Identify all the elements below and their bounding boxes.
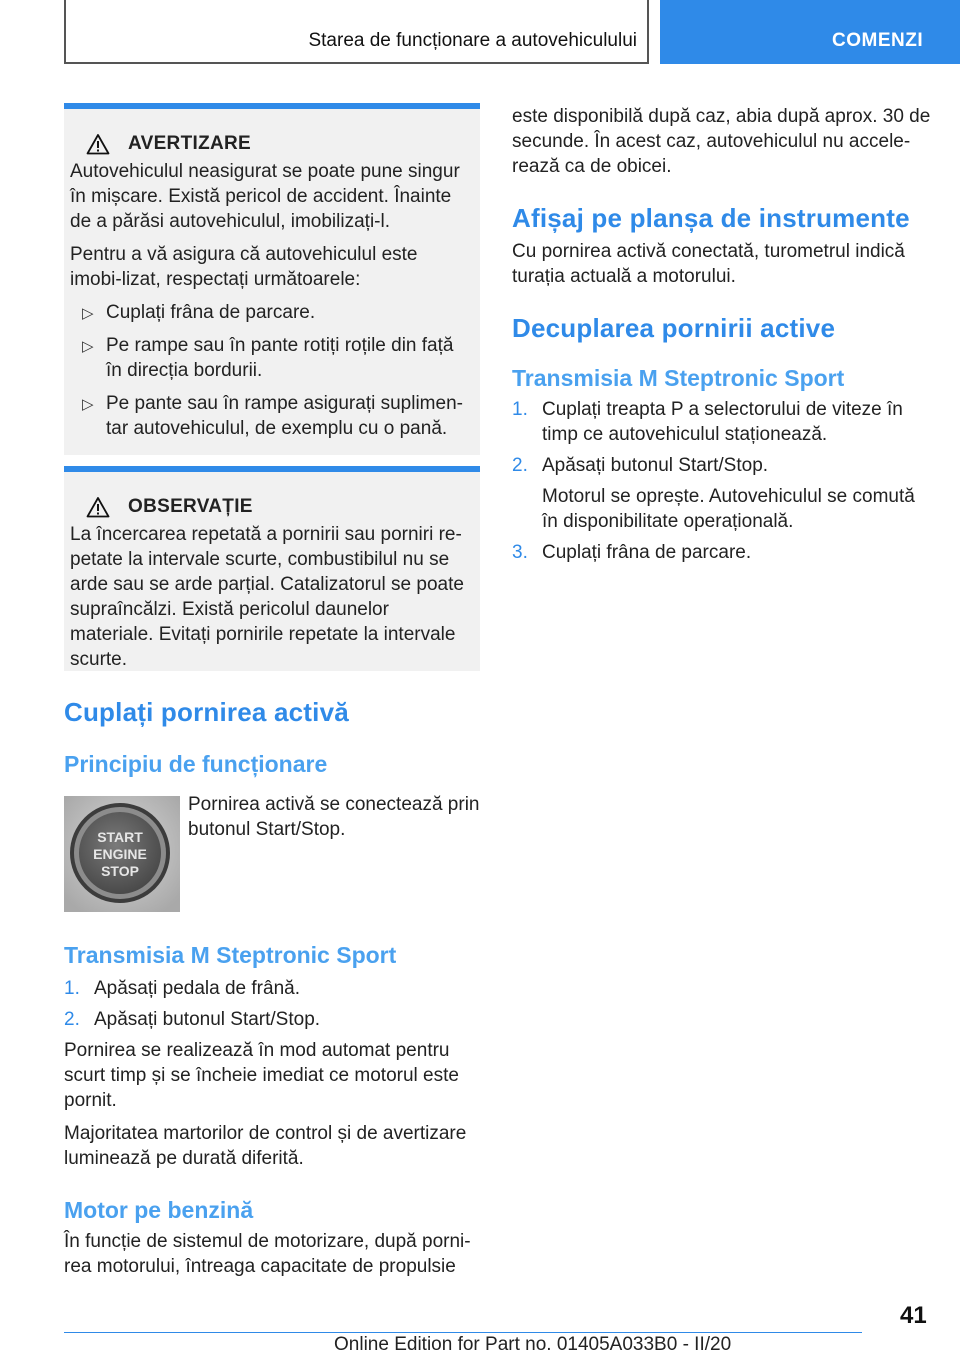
warning-label: AVERTIZARE [128, 133, 251, 154]
principle-text: Pornirea activă se conectează prin butonul Start/Stop. [188, 794, 480, 840]
bullet-triangle-icon: ▷ [82, 396, 94, 413]
step2-subtext: Motorul se oprește. Autovehiculul se comută în disponibilitate operațională. [542, 486, 915, 532]
heading-principle: Principiu de funcționare [64, 751, 328, 777]
list-item: ▷ Cuplați frâna de parcare. [70, 300, 466, 325]
warning-header [86, 133, 466, 155]
list-item: 1. Apăsați pedala de frână. [64, 978, 300, 999]
list-item: ▷ Pe pante sau în rampe asigurați suplimen-tar autovehiculul, de exemplu cu o pană. [82, 393, 463, 439]
engine-text: ENGINE [93, 846, 147, 862]
warning-triangle-icon [86, 133, 110, 155]
list-item: 1. Cuplați treapta P a selectorului de viteze în timp ce autovehiculul staționează. [512, 399, 903, 445]
start-text: START [97, 829, 143, 845]
start-steps [64, 976, 480, 1032]
heading-trans-start: Transmisia M Steptronic Sport [64, 942, 397, 968]
warning-text-1: Autovehiculul neasigurat se poate pune singur în mișcare. Există pericol de accident. Înainte de a părăsi autovehiculul, imobilizați-l. [70, 161, 460, 232]
heading-display: Afișaj pe planșa de instrumente [512, 203, 910, 233]
list-item: 3. Cuplați frâna de parcare. [512, 542, 752, 563]
header-frame [64, 0, 649, 64]
heading-activate: Cuplați pornirea activă [64, 697, 349, 727]
heading-petrol: Motor pe benzină [64, 1197, 254, 1223]
list-item: 2. Apăsați butonul Start/Stop. [64, 1009, 321, 1030]
page-number: 41 [900, 1302, 927, 1329]
stop-text: STOP [101, 863, 139, 879]
stop-steps-cont [512, 540, 932, 565]
stop-steps [512, 397, 932, 478]
heading-trans-stop: Transmisia M Steptronic Sport [512, 365, 845, 391]
petrol-text: În funcție de sistemul de motorizare, după porni-rea motorului, întreaga capacitate de propulsie [64, 1231, 471, 1277]
note-label: OBSERVAȚIE [128, 496, 253, 517]
note-box [64, 466, 480, 671]
bullet-triangle-icon: ▷ [82, 305, 94, 322]
section-title: Starea de funcționare a autovehiculului [308, 30, 637, 51]
continued-text: este disponibilă după caz, abia după aprox. 30 de secunde. În acest caz, autovehiculul nu accele-rează ca de obicei. [512, 106, 931, 177]
auto-start-text: Pornirea se realizează în mod automat pentru scurt timp și se încheie imediat ce motorul este pornit. [64, 1040, 459, 1111]
footer-divider [64, 1332, 862, 1333]
left-column [64, 695, 480, 779]
left-column-lower [64, 940, 480, 1279]
warning-triangle-icon [86, 496, 110, 518]
bullet-triangle-icon: ▷ [82, 338, 94, 355]
warning-box [64, 103, 480, 455]
principle-block [188, 792, 488, 842]
display-text: Cu pornirea activă conectată, turometrul indică turația actuală a motorului. [512, 241, 905, 287]
start-engine-stop-icon [64, 796, 180, 912]
start-stop-button-image [64, 796, 180, 912]
chapter-tab-label: COMENZI [832, 30, 924, 51]
heading-deactivate: Decuplarea pornirii active [512, 313, 836, 343]
note-text: La încercarea repetată a pornirii sau porniri re-petate la intervale scurte, combustibilul nu se arde sau se arde parțial. Catalizatorul se poate supraîncălzi. Există pericolul daunelor materiale. Evitați pornirile repetate la intervale scurte. [70, 524, 464, 670]
right-column [512, 104, 932, 571]
warning-text-2: Pentru a vă asigura că autovehiculul este imobi-lizat, respectați următoarele: [70, 244, 418, 290]
footer-edition: Online Edition for Part no. 01405A033B0 - II/20 [334, 1334, 732, 1355]
note-header [86, 496, 466, 518]
lights-text: Majoritatea martorilor de control și de avertizare luminează pe durată diferită. [64, 1123, 467, 1169]
list-item: ▷ Pe rampe sau în pante rotiți roțile din față în direcția bordurii. [82, 335, 454, 381]
warning-list [70, 300, 466, 441]
chapter-tab[interactable] [660, 0, 960, 64]
list-item: 2. Apăsați butonul Start/Stop. [512, 455, 769, 476]
